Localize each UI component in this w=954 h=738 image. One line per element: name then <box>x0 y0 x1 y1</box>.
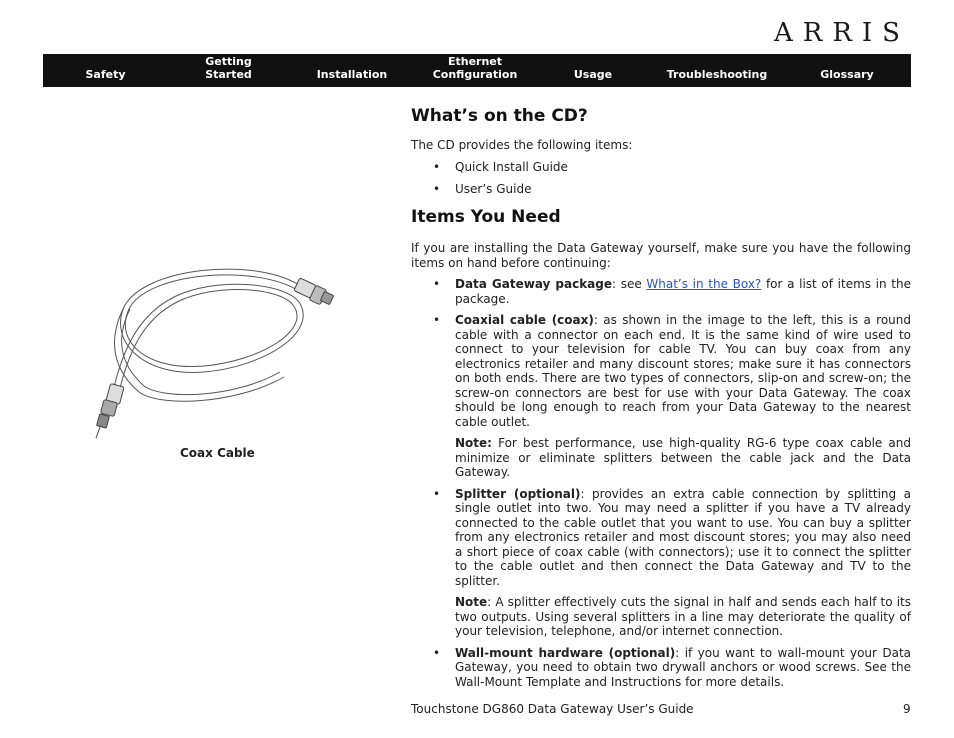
item-term: Data Gateway package <box>455 277 613 291</box>
nav-item-troubleshooting[interactable] <box>651 68 783 87</box>
nav-label-line2: Troubleshooting <box>666 68 768 81</box>
section-title-items-needed: Items You Need <box>411 207 561 227</box>
items-needed-intro: If you are installing the Data Gateway yourself, make sure you have the following items on hand before continuing: <box>411 241 911 270</box>
top-navigation-bar <box>43 54 911 87</box>
item-text: : if you want to wall-mount your Data Gateway, you need to obtain two drywall anchors or wood screws. See the Wall-Mount Template and Instructions for more details. <box>455 645 912 689</box>
note-text: For best performance, use high-quality RG-6 type coax cable and minimize or eliminate splitters between the cable jack and the Data Gateway. <box>455 436 911 479</box>
nav-label-line2: Glossary <box>820 68 874 81</box>
nav-item-installation[interactable] <box>289 68 415 87</box>
note-label: Note: <box>455 436 492 450</box>
list-item-wall-mount-hardware <box>411 646 911 690</box>
nav-item-getting-started[interactable] <box>168 55 289 87</box>
item-text: : see <box>612 277 647 291</box>
item-text: for a list of items in the package. <box>455 277 911 306</box>
nav-item-usage[interactable] <box>535 68 651 87</box>
item-text: : provides an extra cable connection by splitting a single outlet into two. You may need a splitter if you have a TV already connected to the cable outlet that you want to use. You can buy a splitter from any electronics retailer and most discount stores; you may also need a short piece of coax cable (with connectors); use it to connect the splitter to the cable outlet and then connect the Data Gateway and TV to the splitter. <box>455 486 911 588</box>
figure-caption: Coax Cable <box>180 446 255 460</box>
nav-item-safety[interactable] <box>43 68 168 87</box>
item-term: Coaxial cable (coax) <box>455 313 594 327</box>
nav-label-line2: Safety <box>85 68 126 81</box>
nav-label-line2: Configuration <box>432 68 518 81</box>
note-text: : A splitter effectively cuts the signal in half and sends each half to its two outputs. Using several splitters in a line may deteriorate the quality of your television, telephone, and/or internet connection. <box>455 595 911 638</box>
list-item-splitter <box>411 487 911 589</box>
coax-cable-illustration <box>84 257 344 442</box>
list-item-coaxial-cable <box>411 313 911 429</box>
nav-item-glossary[interactable] <box>783 68 911 87</box>
item-term: Wall-mount hardware (optional) <box>455 645 676 660</box>
footer-page-number: 9 <box>903 702 911 716</box>
item-text: : as shown in the image to the left, this is a round cable with a connector on each end. It is the same kind of wire used to connect to your television for cable TV. You can buy coax from any electronics retailer and many discount stores; make sure it has connectors on both ends. There are two types of connectors, slip-on and screw-on; the screw-on connectors are best for use with your Data Gateway. The coax should be long enough to reach from your Data Gateway to the nearest cable outlet. <box>455 313 911 429</box>
whats-in-the-box-link[interactable]: What’s in the Box? <box>646 277 762 291</box>
nav-label-line1: Getting <box>205 55 252 68</box>
note-coax <box>411 436 911 480</box>
nav-label-line2: Installation <box>316 68 388 81</box>
section-title-cd: What’s on the CD? <box>411 106 588 126</box>
nav-item-ethernet-configuration[interactable] <box>415 55 535 87</box>
arris-logo: ARRIS <box>773 18 910 48</box>
list-item-data-gateway-package <box>411 277 911 306</box>
footer-document-title: Touchstone DG860 Data Gateway User’s Guide <box>411 702 694 716</box>
note-splitter <box>411 595 911 639</box>
cd-items-list <box>411 160 911 196</box>
item-term: Splitter (optional) <box>455 486 581 501</box>
list-item: • Quick Install Guide <box>411 160 911 175</box>
nav-label-line2: Usage <box>573 68 613 81</box>
note-label: Note <box>455 595 488 609</box>
nav-label-line1: Ethernet <box>447 55 503 68</box>
list-item: • User’s Guide <box>411 182 911 197</box>
items-needed-list <box>411 277 911 689</box>
nav-label-line2: Started <box>205 68 252 81</box>
cd-intro: The CD provides the following items: <box>411 138 633 152</box>
